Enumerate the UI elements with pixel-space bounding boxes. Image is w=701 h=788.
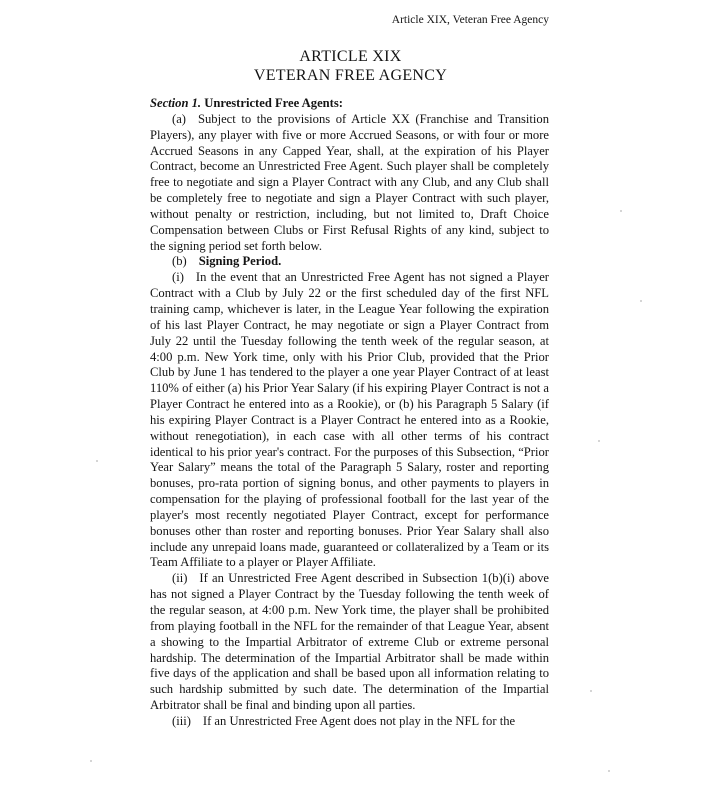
paragraph-b-i (150, 270, 549, 571)
scan-speck (620, 210, 622, 212)
section-heading (150, 96, 549, 112)
paragraph-text: If an Unrestricted Free Agent described in Subsection 1(b)(i) above has not signed a Player Contract by the Tuesday following the tenth week of the regular season, at 4:00 p.m. New York time, the player shall be prohibited from playing football in the NFL for the remainder of that League Year, absent a showing to the Impartial Arbitrator of extreme Club or extreme personal hardship. The determination of the Impartial Arbitrator shall be made within five days of the application and shall be based upon all information relating to such hardship submitted by such date. The determination of the Impartial Arbitrator shall be final and binding upon all parties. (150, 571, 549, 713)
section-label: Section 1. (150, 96, 202, 110)
paragraph-text: In the event that an Unrestricted Free Agent has not signed a Player Contract with a Club by July 22 or the first scheduled day of the first NFL training camp, whichever is later, in the League Year following the expiration of his last Player Contract, he may negotiate or sign a Player Contract from July 22 until the Tuesday following the tenth week of the regular season, at 4:00 p.m. New York time, only with his Prior Club, provided that the Prior Club by June 1 has tendered to the player a one year Player Contract of at least 110% of either (a) his Prior Year Salary (if his expiring Player Contract is not a Player Contract he entered into as a Rookie), or (b) his Paragraph 5 Salary (if his expiring Player Contract is a Player Contract he entered into as a Rookie, without renegotiation), in each case with all other terms of his contract identical to his prior year's contract. For the purposes of this Subsection, “Prior Year Salary” means the total of the Paragraph 5 Salary, roster and reporting bonuses, pro-rata portion of signing bonus, and other payments to players in compensation for the playing of professional football for the last year of the player's most recently negotiated Player Contract, except for performance bonuses other than roster and reporting bonuses. Prior Year Salary shall also include any unrepaid loans made, guaranteed or collateralized by a Team or its Team Affiliate to a player or Player Affiliate. (150, 270, 549, 570)
scan-speck (640, 300, 642, 302)
article-body (150, 96, 549, 730)
running-header: Article XIX, Veteran Free Agency (391, 14, 549, 26)
paragraph-text: Subject to the provisions of Article XX (Franchise and Transition Players), any player with five or more Accrued Seasons, or with four or more Accrued Seasons in any Capped Year, shall, at the expiration of his Player Contract, become an Unrestricted Free Agent. Such player shall be completely free to negotiate and sign a Player Contract with any Club, and any Club shall be completely free to negotiate and sign a Player Contract with such player, without penalty or restriction, including, but not limited to, Draft Choice Compensation between Clubs or First Refusal Rights of any kind, subject to the signing period set forth below. (150, 111, 549, 253)
article-title (0, 47, 701, 85)
paragraph-b-iii (150, 714, 549, 730)
scan-speck (608, 770, 610, 772)
article-name: VETERAN FREE AGENCY (253, 67, 448, 84)
paragraph-marker: (a) (172, 111, 186, 126)
paragraph-b-ii (150, 571, 549, 714)
paragraph-marker: (i) (172, 270, 184, 285)
paragraph-b-heading (150, 254, 549, 270)
paragraph-marker: (ii) (172, 571, 188, 586)
article-number: ARTICLE XIX (299, 48, 402, 65)
paragraph-marker: (b) (172, 254, 187, 269)
paragraph-text: If an Unrestricted Free Agent does not play in the NFL for the (202, 713, 516, 728)
scan-speck (96, 460, 98, 462)
scan-speck (598, 440, 600, 442)
paragraph-a (150, 112, 549, 255)
section-name: Unrestricted Free Agents: (204, 96, 343, 110)
scan-speck (590, 690, 592, 692)
scan-speck (90, 760, 92, 762)
subsection-name: Signing Period. (198, 254, 282, 269)
paragraph-marker: (iii) (172, 713, 191, 728)
